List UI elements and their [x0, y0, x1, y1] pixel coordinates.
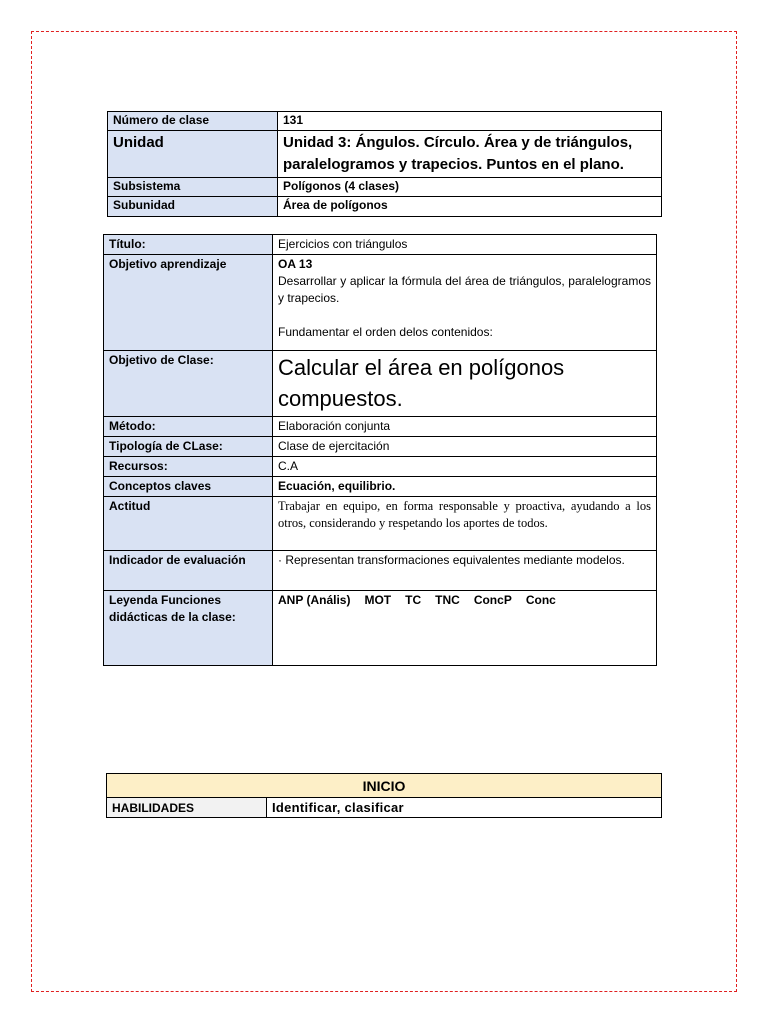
typology-label: Tipología de CLase:	[104, 437, 273, 457]
key-concepts-value: Ecuación, equilibrio.	[273, 477, 657, 497]
table-row	[104, 457, 657, 477]
unit-value	[278, 131, 662, 178]
class-number-label: Número de clase	[108, 112, 278, 131]
skills-label: HABILIDADES	[107, 798, 267, 818]
function-tc: TC	[405, 593, 422, 607]
table-row	[108, 131, 662, 178]
table-row	[104, 255, 657, 351]
spacer	[278, 307, 651, 324]
function-conc: Conc	[525, 593, 556, 607]
skills-value: Identificar, clasificar	[267, 798, 662, 818]
table-row	[104, 437, 657, 457]
didactic-functions-value	[273, 591, 657, 666]
inicio-heading: INICIO	[107, 774, 662, 798]
key-concepts-label: Conceptos claves	[104, 477, 273, 497]
title-label: Título:	[104, 235, 273, 255]
lesson-plan-table	[103, 234, 657, 666]
subunit-value: Área de polígonos	[278, 197, 662, 217]
class-info-table	[107, 111, 662, 217]
unit-value-line: Unidad 3: Ángulos. Círculo. Área y de triángulos,	[283, 134, 633, 151]
subunit-label: Subunidad	[108, 197, 278, 217]
typology-value: Clase de ejercitación	[273, 437, 657, 457]
unit-value-line: paralelogramos y trapecios. Puntos en el plano.	[283, 156, 624, 173]
learning-objective-label: Objetivo aprendizaje	[104, 255, 273, 351]
unit-label: Unidad	[108, 131, 278, 178]
attitude-value: Trabajar en equipo, en forma responsable y proactiva, ayudando a los otros, considerando y respetando los aportes de todos.	[273, 497, 657, 551]
didactic-functions-label-line: didácticas de la clase:	[109, 610, 236, 624]
table-row	[104, 551, 657, 591]
table-row	[107, 774, 662, 798]
evaluation-indicator-label: Indicador de evaluación	[104, 551, 273, 591]
table-row	[104, 417, 657, 437]
table-row	[108, 178, 662, 197]
class-number-value: 131	[278, 112, 662, 131]
inicio-table	[106, 773, 662, 818]
didactic-functions-label-line: Leyenda Funciones	[109, 593, 222, 607]
table-row	[104, 235, 657, 255]
class-objective-value: Calcular el área en polígonos compuestos.	[273, 351, 657, 417]
attitude-label: Actitud	[104, 497, 273, 551]
class-objective-label: Objetivo de Clase:	[104, 351, 273, 417]
method-value: Elaboración conjunta	[273, 417, 657, 437]
didactic-functions-label	[104, 591, 273, 666]
learning-objective-description: Desarrollar y aplicar la fórmula del área de triángulos, paralelogramos y trapecios.	[278, 274, 651, 305]
subsystem-label: Subsistema	[108, 178, 278, 197]
table-row	[107, 798, 662, 818]
table-row	[104, 497, 657, 551]
table-row	[104, 477, 657, 497]
title-value: Ejercicios con triángulos	[273, 235, 657, 255]
resources-label: Recursos:	[104, 457, 273, 477]
function-anp: ANP (Anális)	[278, 593, 351, 607]
table-row	[104, 591, 657, 666]
function-tnc: TNC	[435, 593, 460, 607]
table-row	[108, 112, 662, 131]
function-mot: MOT	[364, 593, 392, 607]
resources-value: C.A	[273, 457, 657, 477]
table-row	[108, 197, 662, 217]
learning-objective-note: Fundamentar el orden delos contenidos:	[278, 325, 493, 339]
function-concp: ConcP	[473, 593, 512, 607]
subsystem-value: Polígonos (4 clases)	[278, 178, 662, 197]
table-row	[104, 351, 657, 417]
learning-objective-value	[273, 255, 657, 351]
evaluation-indicator-value: · Representan transformaciones equivalentes mediante modelos.	[273, 551, 657, 591]
method-label: Método:	[104, 417, 273, 437]
learning-objective-code: OA 13	[278, 257, 313, 271]
